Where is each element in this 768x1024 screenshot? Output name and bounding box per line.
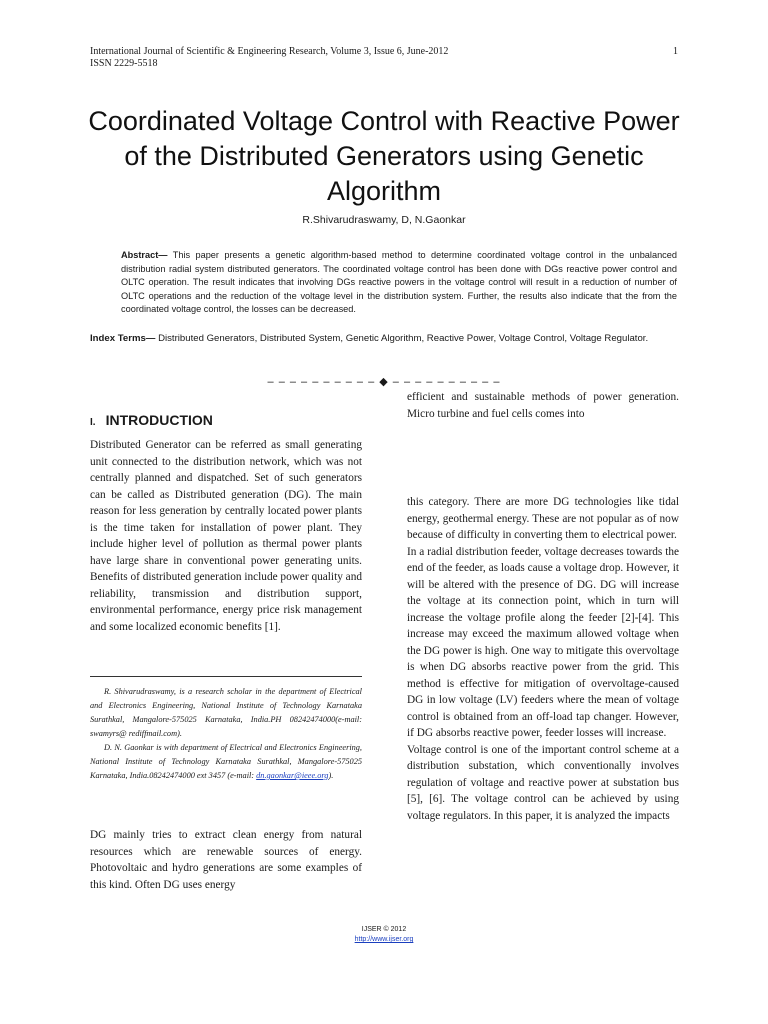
index-terms xyxy=(90,330,678,348)
journal-citation: International Journal of Scientific & Engineering Research, Volume 3, Issue 6, June-2012 xyxy=(90,46,449,57)
footnote-1: R. Shivarudraswamy, is a research scholar in the department of Electrical and Electronics Engineering, National Institute of Technology Karnataka Surathkal, Mangalore-575025 Karnataka, India.PH 08242474000(e-mail: swamyrs@ rediffmail.com). xyxy=(90,687,362,738)
page-footer xyxy=(284,925,484,945)
index-terms-label: Index Terms— xyxy=(90,333,156,344)
intro-paragraph-2: DG mainly tries to extract clean energy from natural resources which are renewable sources of energy. Photovoltaic and hydro generations are some examples of this kind. Often DG uses energy xyxy=(90,829,362,891)
page-number: 1 xyxy=(673,46,678,57)
journal-url-link[interactable]: http://www.ijser.org xyxy=(354,936,414,943)
index-terms-text: Distributed Generators, Distributed System, Genetic Algorithm, Reactive Power, Voltage Control, Voltage Regulator. xyxy=(155,333,649,344)
right-paragraph-1: efficient and sustainable methods of power generation. Micro turbine and fuel cells comes into xyxy=(407,391,679,420)
footnote-2-text: D. N. Gaonkar is with department of Electrical and Electronics Engineering, National Institute of Technology Karnataka Surathkal, Mangalore-575025 Karnataka, India.08242474000 ext 3457 (e-mail: xyxy=(90,743,362,780)
abstract xyxy=(121,249,677,317)
right-paragraph-3: In a radial distribution feeder, voltage decreases towards the end of the feeder, as loads cause a voltage drop. However, it will be altered with the presence of DG. DG will increase the voltage at its connection point, which in turn will increase the voltage profile along the feeder [2]-[4]. This increase may exceed the maximum allowed voltage when the DG power is high. One way to mitigate this overvoltage is when DG absorbs reactive power from the grid. This method is effective for mitigation of overvoltage-caused DG in low voltage (LV) feeders where the mean of voltage control is obtained from an off-load tap changer. However, if DG absorbs reactive power, feeder losses will increase. xyxy=(407,545,679,739)
section-divider: – – – – – – – – – – ◆ – – – – – – – – – – xyxy=(267,376,501,388)
right-paragraph-2: this category. There are more DG technologies like tidal energy, geothermal energy. These are not popular as of now because of difficulty in converting them to electrical power. xyxy=(407,496,679,541)
email-link[interactable]: dn.gaonkar@ieee.org xyxy=(256,771,329,780)
authors: R.Shivarudraswamy, D, N.Gaonkar xyxy=(302,214,466,226)
right-column-body xyxy=(407,494,679,824)
footnote-rule xyxy=(90,676,362,677)
right-paragraph-4: Voltage control is one of the important control scheme at a distribution substation, which conventionally involves regulation of voltage and reactive power at substation bus [5], [6]. The voltage control can be achieved by using voltage regulators. In this paper, it is analyzed the impacts xyxy=(407,743,679,822)
section-title: INTRODUCTION xyxy=(105,412,213,428)
footnote-2 xyxy=(90,741,362,783)
footnote-2-end: ). xyxy=(328,771,334,780)
intro-paragraph-1: Distributed Generator can be referred as small generating unit connected to the distribution network, which was not centrally planned and dispatched. Set of such generators can be called as Distributed generation (DG). The main reason for less generation by centrally located power plants is the time taken for installation of power plant. They include higher level of pollution as thermal power plants have large share in conventional power generating units. Benefits of distributed generation include power quality and reliability, transmission and distribution support, environmental performance, energy price risk management and some localized economic benefits [1]. xyxy=(90,439,362,633)
paper-title: Coordinated Voltage Control with Reactive Power of the Distributed Generators using Genetic Algorithm xyxy=(88,106,680,206)
section-heading xyxy=(90,412,360,428)
section-number: I. xyxy=(90,417,96,428)
issn: ISSN 2229-5518 xyxy=(90,58,158,69)
abstract-text: This paper presents a genetic algorithm-based method to determine coordinated voltage control in the unbalanced distribution radial system distributed generators. The coordinated voltage control has been done with DGs reactive power control and OLTC operation. The result indicates that involving DGs reactive powers in the voltage control will result in a reduction of number of OLTC operations and the reduction of the voltage level in the distribution system. Further, the results also indicate that the from the coordinated voltage control, the losses can be decreased. xyxy=(121,250,677,314)
abstract-label: Abstract— xyxy=(121,250,168,260)
running-header xyxy=(90,46,690,70)
footnotes xyxy=(90,685,362,783)
copyright: IJSER © 2012 xyxy=(361,926,407,933)
